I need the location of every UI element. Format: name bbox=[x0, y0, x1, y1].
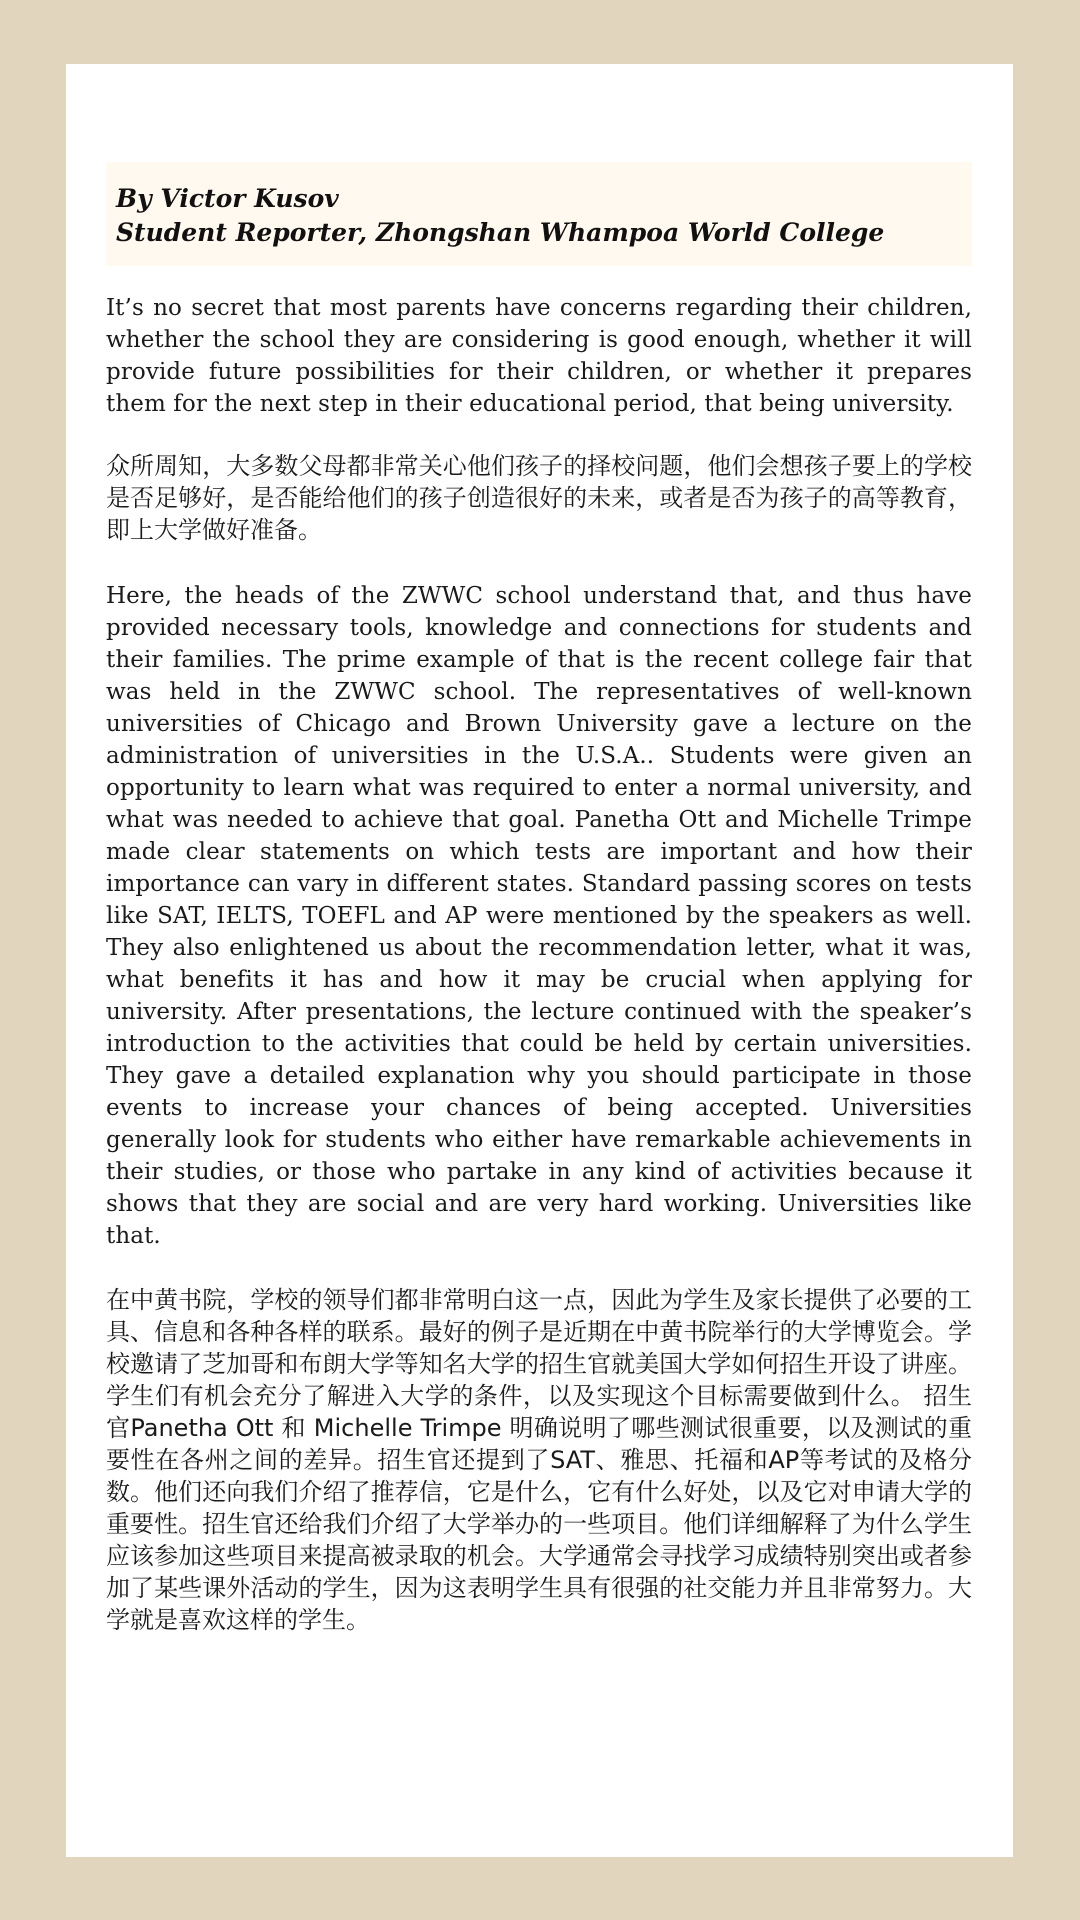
byline-box bbox=[106, 162, 972, 266]
paragraph-intro-chinese: 众所周知，大多数父母都非常关心他们孩子的择校问题，他们会想孩子要上的学校是否足够好，是否能给他们的孩子创造很好的未来，或者是否为孩子的高等教育，即上大学做好准备。 bbox=[106, 452, 972, 544]
article-page bbox=[66, 64, 1013, 1857]
article-body bbox=[106, 290, 972, 1636]
author-name: By Victor Kusov bbox=[116, 184, 339, 213]
paragraph-intro-english: It’s no secret that most parents have concerns regarding their children, whether the school they are considering is good enough, whether it will provide future possibilities for their children, or whether it prepares them for the next step in their educational period, that being university. bbox=[106, 295, 972, 417]
author-role: Student Reporter, Zhongshan Whampoa World College bbox=[116, 218, 885, 247]
paragraph-main-english: Here, the heads of the ZWWC school understand that, and thus have provided necessary tools, knowledge and connections for students and their families. The prime example of that is the recent college fair that was held in the ZWWC school. The representatives of well-known universities of Chicago and Brown University gave a lecture on the administration of universities in the U.S.A.. Students were given an opportunity to learn what was required to enter a normal university, and what was needed to achieve that goal. Panetha Ott and Michelle Trimpe made clear statements on which tests are important and how their importance can vary in different states. Standard passing scores on tests like SAT, IELTS, TOEFL and AP were mentioned by the speakers as well. They also enlightened us about the recommendation letter, what it was, what benefits it has and how it may be crucial when applying for university. After presentations, the lecture continued with the speaker’s introduction to the activities that could be held by certain universities. They gave a detailed explanation why you should participate in those events to increase your chances of being accepted. Universities generally look for students who either have remarkable achievements in their studies, or those who partake in any kind of activities because it shows that they are social and are very hard working. Universities like that. bbox=[106, 583, 972, 1249]
paragraph-main-chinese: 在中黄书院，学校的领导们都非常明白这一点，因此为学生及家长提供了必要的工具、信息和各种各样的联系。最好的例子是近期在中黄书院举行的大学博览会。学校邀请了芝加哥和布朗大学等知名大学的招生官就美国大学如何招生开设了讲座。学生们有机会充分了解进入大学的条件，以及实现这个目标需要做到什么。 招生官Panetha Ott 和 Michelle Trimpe 明确说明了哪些测试很重要，以及测试的重要性在各州之间的差异。招生官还提到了SAT、雅思、托福和AP等考试的及格分数。他们还向我们介绍了推荐信，它是什么，它有什么好处，以及它对申请大学的重要性。招生官还给我们介绍了大学举办的一些项目。他们详细解释了为什么学生应该参加这些项目来提高被录取的机会。大学通常会寻找学习成绩特别突出或者参加了某些课外活动的学生，因为这表明学生具有很强的社交能力并且非常努力。大学就是喜欢这样的学生。 bbox=[106, 1286, 972, 1634]
